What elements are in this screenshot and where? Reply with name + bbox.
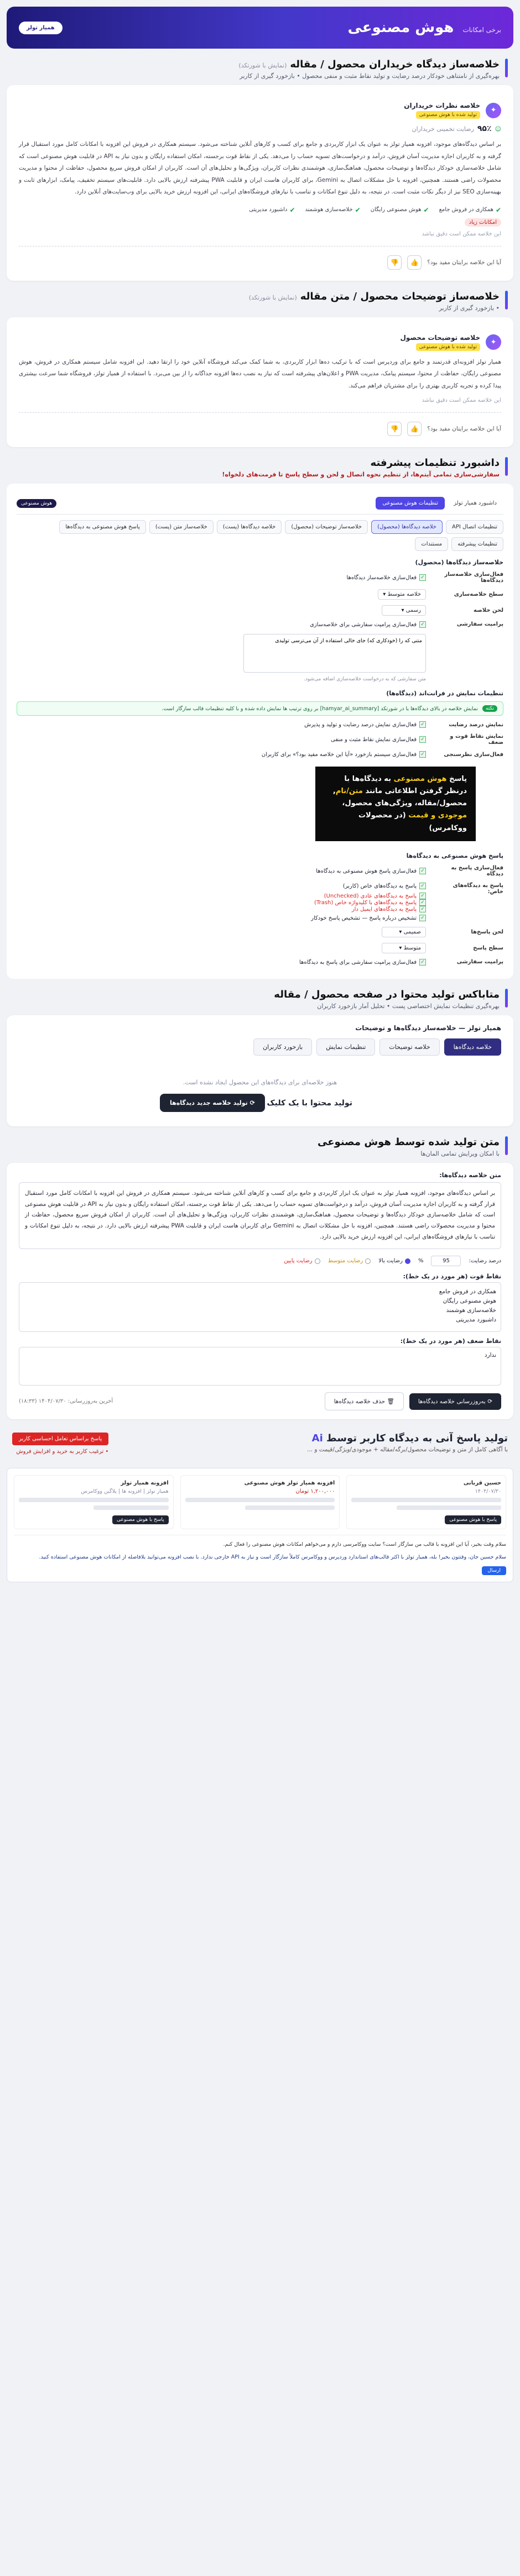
accent-bar bbox=[505, 59, 508, 77]
thumbs-up-icon[interactable]: 👍 bbox=[407, 255, 422, 270]
reply-prompt-checkbox[interactable]: ✓فعال‌سازی پرامپت سفارشی برای پاسخ به دیدگاه‌ها bbox=[299, 959, 426, 966]
product-price: ۱,۲۰۰,۰۰۰ تومان bbox=[295, 1488, 335, 1495]
field-label: فعال‌سازی نظرسنجی bbox=[444, 751, 503, 758]
reply-option[interactable]: ✓پاسخ به دیدگاه‌های ایمیل دار bbox=[311, 906, 426, 912]
refresh-icon: ⟳ bbox=[247, 1099, 255, 1106]
product-col-2 bbox=[14, 1475, 174, 1529]
field-label: پرامپت سفارشی bbox=[456, 621, 503, 628]
subtab[interactable]: پاسخ هوش مصنوعی به دیدگاه‌ها bbox=[59, 520, 146, 534]
display-title: تنظیمات نمایش در فرانت‌اند (دیدگاه‌ها) bbox=[386, 690, 503, 697]
meta-section-head bbox=[12, 989, 508, 1010]
field-label: فعال‌سازی پاسخ به دیدگاه bbox=[451, 864, 503, 877]
dashboard-title: داشبورد تنظیمات پیشرفته bbox=[370, 457, 500, 469]
show-percent-checkbox[interactable]: ✓فعال‌سازی نمایش درصد رضایت و تولید و پذیرش bbox=[304, 721, 426, 728]
satisfaction-row bbox=[19, 1256, 501, 1266]
dashboard-desc: سفارشی‌سازی تمامی آیتم‌ها، از تنظیم نحوه اتصال و لحن و سطح پاسخ تا فرمت‌های دلخواه! bbox=[222, 471, 500, 479]
summary-level-select[interactable]: خلاصه متوسط ▾ bbox=[378, 589, 426, 600]
pro-chip: ✔ داشبورد مدیریتی bbox=[249, 206, 295, 214]
desc-ai-name: خلاصه توضیحات محصول bbox=[400, 333, 480, 342]
dashboard-card bbox=[7, 484, 513, 978]
pro-chip: ✔ همکاری در فروش جامع bbox=[439, 206, 501, 214]
ai-reply-button[interactable]: پاسخ با هوش مصنوعی bbox=[445, 1515, 501, 1524]
ai-pill: هوش مصنوعی bbox=[17, 499, 56, 508]
radio-low[interactable]: رضایت پایین bbox=[284, 1258, 320, 1264]
product-name: افزونه همیار‌ تولز هوش مصنوعی bbox=[244, 1480, 335, 1487]
reply-tone-select[interactable]: صمیمی ▾ bbox=[382, 927, 426, 937]
helpful-poll bbox=[19, 422, 501, 436]
commenter-name: حسین قربانی bbox=[463, 1480, 501, 1487]
enable-summary-checkbox[interactable]: ✓فعال‌سازی خلاصه‌ساز دیدگاه‌ها bbox=[347, 574, 426, 581]
reply-option[interactable]: ✓پاسخ به دیدگاه‌های عادی (Unchecked) bbox=[311, 893, 426, 899]
desc-body: همیار تولز افزونه‌ای قدرتمند و جامع برای وردپرس است که با ترکیب ده‌ها ابزار کاربردی، به شما کمک می‌کند فروشگاه آنلاین خود را ارتقا دهید. این افزونه شامل سیستم همکاری در فروش، هوش مصنوعی رایگان، حفاظت از محتوا، سیستم پیامک، مدیریت PWA و اعلان‌های پیشرفته است که نیاز به نصب ده‌ها افزونه جداگانه را از بین می‌برد. با استفاده از همیار تولز، فروشگاه شما سرعت بیشتری پیدا کرده و تجربه کاربری بهتری را برای مشتریان فراهم می‌کند. bbox=[19, 358, 502, 389]
enable-poll-checkbox[interactable]: ✓فعال‌سازی سیستم بازخورد «آیا این خلاصه مفید بود؟» برای کاربران bbox=[262, 751, 426, 758]
field-label: پرامپت سفارشی bbox=[456, 959, 503, 966]
helpful-question: آیا این خلاصه برایتان مفید بود؟ bbox=[427, 426, 501, 433]
subtab[interactable]: مستندات bbox=[415, 537, 448, 551]
product-name: افزونه همیار‌ تولز bbox=[121, 1480, 169, 1487]
meta-title: متاباکس تولید محتوا در صفحه محصول / مقاله bbox=[274, 988, 500, 1000]
sparkle-icon: ✦ bbox=[486, 334, 501, 350]
accent-bar bbox=[505, 989, 508, 1008]
field-label: پاسخ به دیدگاه‌های خاص: bbox=[453, 882, 503, 895]
check-icon: ✔ bbox=[495, 206, 501, 214]
settings-subtabs bbox=[17, 520, 503, 551]
reply-title: پاسخ هوش مصنوعی به دیدگاه‌ها bbox=[406, 852, 503, 859]
generate-summary-button[interactable]: ⟳ تولید خلاصه جدید دیدگاه‌ها bbox=[160, 1094, 265, 1112]
hero-title: هوش مصنوعی bbox=[347, 19, 454, 36]
radio-high[interactable]: رضایت بالا bbox=[378, 1258, 410, 1264]
dashboard-tabs bbox=[17, 497, 503, 515]
pros-textarea[interactable]: همکاری در فروش جامع هوش مصنوعی رایگان خلاصه‌سازی هوشمند داشبورد مدیریتی bbox=[19, 1282, 501, 1332]
ai-reply-section bbox=[7, 1425, 513, 1462]
output-card bbox=[7, 1163, 513, 1420]
ai-badge: تولید شده با هوش مصنوعی bbox=[416, 111, 480, 119]
field-label: فعال‌سازی خلاصه‌ساز دیدگاه‌ها bbox=[444, 571, 503, 584]
send-reply-button[interactable]: ارسال bbox=[482, 1566, 506, 1575]
con-chip: امکانات زیاد bbox=[465, 218, 501, 227]
metabox-title: همیار تولز — خلاصه‌ساز دیدگاه‌ها و توضیحات bbox=[355, 1024, 501, 1032]
prompt-hint: متن سفارشی که به درخواست خلاصه‌سازی اضافه می‌شود. bbox=[304, 676, 426, 683]
user-comment: سلام وقت بخیر، آیا این افزونه با قالب من سازگار است؟ سایت ووکامرسی دارم و می‌خواهم امکانات هوش مصنوعی را فعال کنم. bbox=[223, 1541, 506, 1548]
accent-bar bbox=[505, 457, 508, 476]
pct-label: درصد رضایت: bbox=[469, 1258, 501, 1265]
hero-subtitle: برخی امکانات bbox=[462, 26, 501, 34]
emotion-badge: پاسخ براساس تعامل احساسی کاربر bbox=[12, 1433, 108, 1445]
field-label: متن خلاصه دیدگاه‌ها: bbox=[439, 1171, 501, 1179]
accuracy-note: این خلاصه ممکن است دقیق نباشد bbox=[422, 397, 501, 404]
sparkle-icon: ✦ bbox=[486, 103, 501, 118]
field-label: لحن پاسخ‌ها bbox=[471, 928, 503, 935]
thumbs-down-icon[interactable]: 👎 bbox=[387, 255, 402, 270]
tip-box: نکته نمایش خلاصه در بالای دیدگاه‌ها یا در شورتکد [hamyar_ai_summary] بر روی ترتیب ها نمایش داده شده و با کلیه تنظیمات قالب سازگار است. bbox=[17, 701, 503, 716]
summary-body: بر اساس دیدگاه‌های موجود، افزونه همیار تولز به عنوان یک ابزار کاربردی و جامع برای کسب و کارهای آنلاین شناخته می‌شود. سیستم همکاری در فروش این افزونه با امکانات کامل مورد استقبال قرار گرفته و به کاربران اجازه مدیریت آسان فروش، درآمد و درخواست‌های تسویه حساب را می‌دهد. یکی از نقاط قوت برجسته، امکان استفاده رایگان و بدون نیاز به API در قابلیت هوش مصنوعی است که شامل خلاصه‌سازی خودکار دیدگاه‌ها و توضیحات محصول، هماهنگ‌سازی، هوشمندی نظرات کاربران، ویژگی‌ها و تحلیل‌های آن است. کاربران از امکان فروش سریع محصول، حفاظت از محتوا و مدیریت محصولات راضی هستند. همچنین، افزونه با حل مشکلات اتصال به Gemini، برای کاربران هاست ایران و قابلیت PWA پیشرفته ارزش بالایی دارد. قابلیت‌های سیستم تخفیف، پیامک، ابزارهای ثابت و بهینه‌سازی SEO نیز از دیگر نکات مثبت است. در نتیجه، به دلیل تنوع امکانات و تناسب با نیازهای فروشگاه‌های ایرانی، این افزونه ارزش خرید بالایی برای وب‌سایت‌های آنلاین دارد. bbox=[19, 141, 501, 196]
radio-medium[interactable]: رضایت متوسط bbox=[328, 1258, 371, 1264]
last-updated: آخرین به‌روزرسانی: ۱۴۰۴/۰۷/۳۰ (۱۸:۳۳) bbox=[19, 1398, 113, 1405]
custom-prompt-checkbox[interactable]: ✓فعال‌سازی پرامپت سفارشی برای خلاصه‌سازی bbox=[310, 622, 426, 628]
meta-desc: بهره‌گیری تنظیمات نمایش اختصاصی پست • تحلیل آمار بازخورد کاربران bbox=[317, 1002, 500, 1010]
summary-ai-name: خلاصه نظرات خریداران bbox=[404, 102, 480, 109]
output-section-head bbox=[12, 1136, 508, 1157]
comment-date: ۱۴۰۴/۰۷/۳۰ bbox=[475, 1488, 501, 1495]
metabox-tabs bbox=[19, 1038, 501, 1056]
tone-select[interactable]: رسمی ▾ bbox=[382, 605, 426, 616]
helpful-question: آیا این خلاصه برایتان مفید بود؟ bbox=[427, 259, 501, 266]
field-label: سطح خلاصه‌سازی bbox=[454, 591, 503, 598]
subtab[interactable]: خلاصه‌ساز متن (پست) bbox=[149, 520, 214, 534]
rating-label: رضایت تخمینی خریداران bbox=[412, 125, 474, 133]
empty-state: هنوز خلاصه‌ای برای دیدگاه‌های این محصول ایجاد نشده است. bbox=[183, 1078, 337, 1086]
cons-textarea[interactable]: ندارد bbox=[19, 1347, 501, 1386]
desc-title: خلاصه‌ساز توضیحات محصول / متن مقاله(نمایش با شورتکد) bbox=[248, 290, 500, 302]
enable-reply-checkbox[interactable]: ✓فعال‌سازی پاسخ هوش مصنوعی به دیدگاه‌ها bbox=[316, 868, 426, 874]
subtab[interactable]: خلاصه‌ساز توضیحات (محصول) bbox=[285, 520, 368, 534]
desc-card bbox=[7, 317, 513, 448]
field-label: نمایش نقاط قوت و ضعف bbox=[450, 733, 503, 746]
thumbs-down-icon[interactable]: 👎 bbox=[387, 422, 402, 436]
hero-banner bbox=[7, 7, 513, 49]
output-desc: با امکان ویرایش تمامی المان‌ها bbox=[420, 1150, 500, 1157]
hero-button[interactable]: همیار‌ تولز bbox=[19, 22, 63, 34]
special-reply-checkbox[interactable]: ✓پاسخ به دیدگاه‌های خاص (کاربر) bbox=[311, 883, 426, 889]
form-title: خلاصه‌ساز دیدگاه‌ها (محصول) bbox=[415, 559, 503, 566]
ai-reply-button[interactable]: پاسخ با هوش مصنوعی bbox=[112, 1515, 169, 1524]
helpful-poll bbox=[19, 255, 501, 270]
reply-length-select[interactable]: متوسط ▾ bbox=[382, 943, 426, 953]
comment-mockup bbox=[7, 1468, 513, 1582]
tab-dashboard[interactable]: داشبورد همیار‌ تولز bbox=[454, 500, 497, 507]
accent-bar bbox=[505, 291, 508, 309]
pros-chips bbox=[19, 206, 501, 214]
subtab[interactable]: خلاصه دیدگاه‌ها (محصول) bbox=[371, 520, 443, 534]
pct-unit: % bbox=[418, 1258, 424, 1265]
summary-editor[interactable]: بر اساس دیدگاه‌های موجود، افزونه همیار تولز به عنوان یک ابزار کاربردی و جامع برای کسب و کارهای آنلاین شناخته می‌شود. سیستم همکاری در فروش این افزونه با امکانات کامل مورد استقبال قرار گرفته و به کاربران اجازه مدیریت آسان فروش، درآمد و درخواست‌های تسویه حساب را می‌دهد. یکی از نقاط قوت برجسته، امکان استفاده رایگان و بدون نیاز به API در قابلیت هوش مصنوعی است که شامل خلاصه‌سازی خودکار دیدگاه‌ها و توضیحات محصول، هماهنگ‌سازی، هوشمندی نظرات کاربران، ویژگی‌ها و تحلیل‌های آن است. کاربران از امکان فروش سریع محصول، حفاظت از محتوا و مدیریت محصولات راضی هستند. همچنین، افزونه با حل مشکلات اتصال به Gemini برای کاربران هاست ایران و قابلیت PWA پیشرفته ارزش بالایی دارد. در نتیجه، به دلیل تنوع امکانات و تناسب با نیازهای فروشگاه‌های ایرانی، این افزونه ارزش خرید بالایی دارد. bbox=[19, 1182, 501, 1250]
subtab[interactable]: خلاصه دیدگاه‌ها (پست) bbox=[217, 520, 282, 534]
accuracy-note: این خلاصه ممکن است دقیق نباشد bbox=[422, 230, 501, 237]
summary-card bbox=[7, 85, 513, 281]
pro-chip: ✔ خلاصه‌سازی هوشمند bbox=[305, 206, 361, 214]
trash-icon: 🗑 bbox=[385, 1398, 394, 1405]
ai-badge: تولید شده با هوش مصنوعی bbox=[416, 343, 480, 351]
accent-bar bbox=[505, 1136, 508, 1155]
delete-summary-button[interactable]: 🗑 حذف خلاصه دیدگاه‌ها bbox=[325, 1392, 404, 1410]
field-label: سطح پاسخ bbox=[473, 945, 503, 951]
one-click-label: تولید محتوا با یک کلیک bbox=[267, 1098, 352, 1108]
metabox-card bbox=[7, 1015, 513, 1126]
product-col bbox=[180, 1475, 340, 1529]
subtab[interactable]: تنظیمات پیشرفته bbox=[451, 537, 503, 551]
dashboard-section-head bbox=[12, 457, 508, 478]
sales-note: • ترغیب کاربر به خرید و افزایش فروش bbox=[16, 1449, 109, 1455]
satisfaction-rating bbox=[19, 124, 501, 133]
custom-prompt-textarea[interactable] bbox=[243, 634, 426, 673]
desc-desc: • بازخورد گیری از کاربر bbox=[439, 304, 500, 312]
smile-icon: ☺ bbox=[495, 125, 501, 133]
output-title: متن تولید شده توسط هوش مصنوعی bbox=[318, 1136, 500, 1148]
thumbs-up-icon[interactable]: 👍 bbox=[407, 422, 422, 436]
tab-description-summary[interactable]: خلاصه توضیحات bbox=[379, 1038, 439, 1056]
update-summary-button[interactable]: ⟳ به‌روزرسانی خلاصه دیدگاه‌ها bbox=[409, 1393, 501, 1410]
promo-banner: پاسخ هوش مصنوعی به دیدگاه‌ها با درنظر گرفتن اطلاعاتی مانند متن/نام, محصول/مقاله، ویژگی‌های محصول، موجودی و قیمت (در محصولات ووکامرس) bbox=[315, 767, 476, 841]
commenter-col bbox=[346, 1475, 506, 1529]
ai-reply-title: تولید پاسخ آنی به دیدگاه کاربر توسط Ai bbox=[311, 1433, 508, 1445]
summary-section-head bbox=[12, 59, 508, 80]
tab-display-settings[interactable]: تنظیمات نمایش bbox=[316, 1038, 375, 1056]
ai-reply-text[interactable]: سلام حسین جان، وقتتون بخیر! بله، همیار تولز با اکثر قالب‌های استاندارد وردپرس و ووکامرس کاملاً سازگار است و نیاز به API خارجی ندارد. با نصب افزونه می‌توانید بلافاصله از امکانات هوش مصنوعی استفاده کنید. bbox=[39, 1554, 506, 1561]
summary-title: خلاصه‌ساز دیدگاه خریداران محصول / مقاله(نمایش با شورتکد) bbox=[238, 59, 500, 70]
desc-section-head bbox=[12, 291, 508, 312]
subtab[interactable]: تنظیمات اتصال API bbox=[446, 520, 503, 534]
field-label: لحن خلاصه bbox=[474, 607, 503, 614]
tab-ai-settings[interactable]: تنظیمات هوش مصنوعی bbox=[376, 497, 445, 510]
ai-reply-sub: با آگاهی کامل از متن و توضیحات محصول/برگه/مقاله + موجودی/ویژگی/قیمت و ... bbox=[306, 1446, 508, 1454]
reply-option[interactable]: ✓پاسخ به دیدگاه‌های با کلیدواژه خاص (Trash) bbox=[311, 899, 426, 906]
tab-reviews-summary[interactable]: خلاصه دیدگاه‌ها bbox=[444, 1038, 501, 1056]
check-icon: ✔ bbox=[289, 206, 295, 214]
pct-input[interactable]: 95 bbox=[431, 1256, 461, 1266]
rating-value: ۹۵٪ bbox=[477, 124, 492, 133]
show-pros-cons-checkbox[interactable]: ✓فعال‌سازی نمایش نقاط مثبت و منفی bbox=[331, 736, 426, 743]
field-label: نمایش درصد رضایت bbox=[449, 721, 503, 728]
pro-chip: ✔ هوش مصنوعی رایگان bbox=[370, 206, 429, 214]
approve-option[interactable]: ✓تشخیص درباره پاسخ — تشخیص پاسخ خودکار bbox=[311, 915, 426, 921]
tab-user-feedback[interactable]: بازخورد کاربران bbox=[253, 1038, 312, 1056]
check-icon: ✔ bbox=[423, 206, 429, 214]
field-label: نقاط قوت (هر مورد در یک خط): bbox=[403, 1273, 501, 1281]
product-sub: همیار تولز | افزونه ها | پلاگین ووکامرس bbox=[81, 1488, 169, 1495]
refresh-icon: ⟳ bbox=[485, 1398, 492, 1405]
field-label: نقاط ضعف (هر مورد در یک خط): bbox=[400, 1337, 501, 1345]
check-icon: ✔ bbox=[355, 206, 361, 214]
summary-desc: بهره‌گیری از نامتناهی خودکار درصد رضایت و تولید نقاط مثبت و منفی محصول • بازخورد گیری از کاربر bbox=[240, 72, 500, 80]
